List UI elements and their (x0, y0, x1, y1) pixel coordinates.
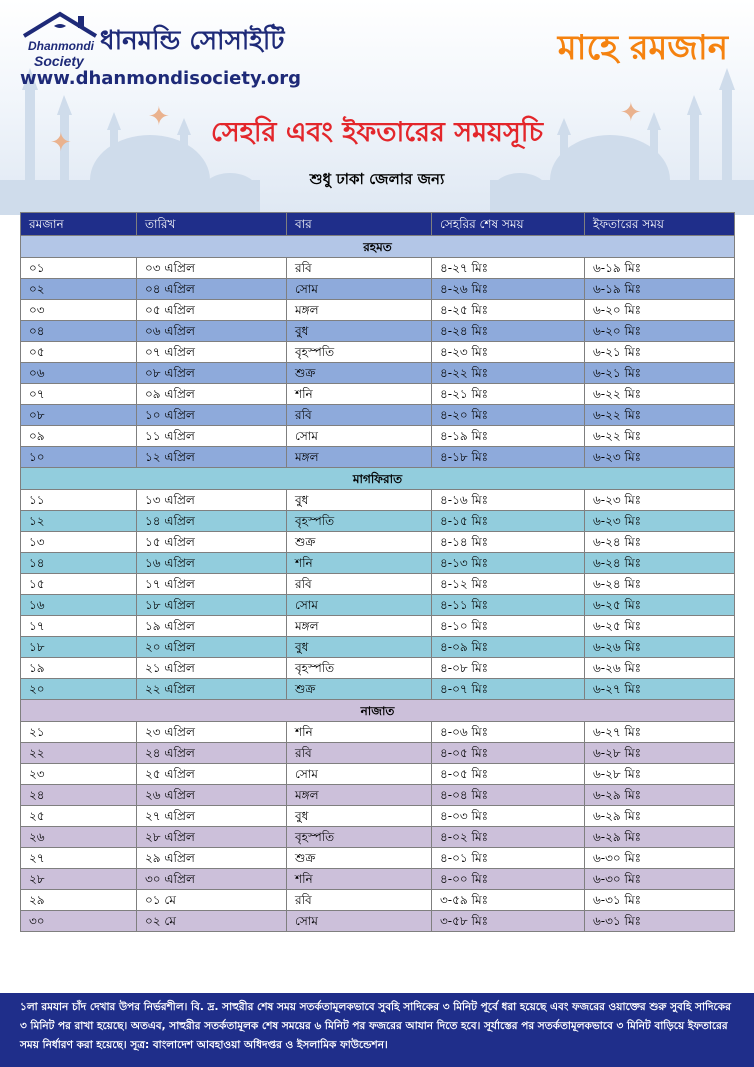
cell-weekday: শনি (287, 384, 432, 405)
table-row (21, 553, 735, 574)
cell-sehri-time: ৪-১০ মিঃ (432, 616, 585, 637)
cell-iftar-time: ৬-২৯ মিঃ (585, 785, 735, 806)
cell-weekday: মঙ্গল (287, 616, 432, 637)
table-row (21, 490, 735, 511)
cell-date: ০৪ এপ্রিল (137, 279, 287, 300)
cell-iftar-time: ৬-২৮ মিঃ (585, 764, 735, 785)
cell-sehri-time: ৪-২৪ মিঃ (432, 321, 585, 342)
cell-date: ১১ এপ্রিল (137, 426, 287, 447)
table-row (21, 890, 735, 911)
cell-date: ১২ এপ্রিল (137, 447, 287, 468)
cell-iftar-time: ৬-২৯ মিঃ (585, 827, 735, 848)
cell-ramzan-day: ১৫ (21, 574, 137, 595)
cell-date: ০৩ এপ্রিল (137, 258, 287, 279)
table-row (21, 848, 735, 869)
cell-sehri-time: ৪-০৮ মিঃ (432, 658, 585, 679)
cell-iftar-time: ৬-২১ মিঃ (585, 363, 735, 384)
cell-date: ১৮ এপ্রিল (137, 595, 287, 616)
cell-ramzan-day: ১৯ (21, 658, 137, 679)
cell-weekday: রবি (287, 743, 432, 764)
cell-sehri-time: ৪-০৭ মিঃ (432, 679, 585, 700)
cell-iftar-time: ৬-২৭ মিঃ (585, 722, 735, 743)
cell-sehri-time: ৩-৫৯ মিঃ (432, 890, 585, 911)
table-row (21, 827, 735, 848)
cell-ramzan-day: ২২ (21, 743, 137, 764)
section-header-row (21, 236, 735, 258)
cell-iftar-time: ৬-২৩ মিঃ (585, 447, 735, 468)
cell-sehri-time: ৪-২২ মিঃ (432, 363, 585, 384)
cell-iftar-time: ৬-১৯ মিঃ (585, 258, 735, 279)
cell-iftar-time: ৬-২২ মিঃ (585, 405, 735, 426)
section-header-row (21, 700, 735, 722)
table-row (21, 806, 735, 827)
cell-weekday: শনি (287, 722, 432, 743)
cell-ramzan-day: ০৫ (21, 342, 137, 363)
cell-ramzan-day: ২৭ (21, 848, 137, 869)
cell-date: ২৯ এপ্রিল (137, 848, 287, 869)
section-header-row (21, 468, 735, 490)
cell-iftar-time: ৬-২০ মিঃ (585, 300, 735, 321)
cell-ramzan-day: ১৮ (21, 637, 137, 658)
cell-ramzan-day: ১০ (21, 447, 137, 468)
cell-weekday: রবি (287, 890, 432, 911)
cell-iftar-time: ৬-২২ মিঃ (585, 426, 735, 447)
cell-sehri-time: ৪-১৬ মিঃ (432, 490, 585, 511)
cell-date: ২৪ এপ্রিল (137, 743, 287, 764)
page-subtitle: শুধু ঢাকা জেলার জন্য (309, 170, 445, 188)
table-row (21, 447, 735, 468)
cell-weekday: শনি (287, 869, 432, 890)
cell-date: ০৫ এপ্রিল (137, 300, 287, 321)
table-row (21, 595, 735, 616)
cell-date: ২২ এপ্রিল (137, 679, 287, 700)
cell-ramzan-day: ০৪ (21, 321, 137, 342)
cell-iftar-time: ৬-২০ মিঃ (585, 321, 735, 342)
table-row (21, 258, 735, 279)
cell-iftar-time: ৬-২৭ মিঃ (585, 679, 735, 700)
cell-sehri-time: ৪-২১ মিঃ (432, 384, 585, 405)
table-row (21, 321, 735, 342)
cell-iftar-time: ৬-২৪ মিঃ (585, 574, 735, 595)
cell-date: ০৯ এপ্রিল (137, 384, 287, 405)
schedule-table (20, 212, 735, 932)
cell-sehri-time: ৪-১৯ মিঃ (432, 426, 585, 447)
cell-iftar-time: ৬-২৪ মিঃ (585, 532, 735, 553)
table-row (21, 384, 735, 405)
cell-sehri-time: ৪-১১ মিঃ (432, 595, 585, 616)
cell-weekday: শুক্র (287, 363, 432, 384)
cell-ramzan-day: ০১ (21, 258, 137, 279)
table-row (21, 300, 735, 321)
table-row (21, 532, 735, 553)
cell-iftar-time: ৬-২২ মিঃ (585, 384, 735, 405)
cell-sehri-time: ৪-২৬ মিঃ (432, 279, 585, 300)
cell-date: ১৪ এপ্রিল (137, 511, 287, 532)
cell-ramzan-day: ৩০ (21, 911, 137, 932)
cell-ramzan-day: ২৩ (21, 764, 137, 785)
star-icon: ✦ (620, 98, 642, 128)
cell-ramzan-day: ০৩ (21, 300, 137, 321)
cell-weekday: বুধ (287, 321, 432, 342)
cell-sehri-time: ৪-১৪ মিঃ (432, 532, 585, 553)
table-row (21, 722, 735, 743)
cell-weekday: শুক্র (287, 679, 432, 700)
table-row (21, 679, 735, 700)
cell-ramzan-day: ১২ (21, 511, 137, 532)
cell-weekday: বৃহস্পতি (287, 658, 432, 679)
cell-date: ২৭ এপ্রিল (137, 806, 287, 827)
cell-ramzan-day: ২৮ (21, 869, 137, 890)
cell-weekday: সোম (287, 764, 432, 785)
cell-weekday: বৃহস্পতি (287, 827, 432, 848)
cell-date: ০৮ এপ্রিল (137, 363, 287, 384)
cell-date: ২৩ এপ্রিল (137, 722, 287, 743)
cell-sehri-time: ৪-০৫ মিঃ (432, 743, 585, 764)
cell-sehri-time: ৪-২০ মিঃ (432, 405, 585, 426)
star-icon: ✦ (50, 128, 72, 158)
cell-date: ২৫ এপ্রিল (137, 764, 287, 785)
cell-iftar-time: ৬-২৩ মিঃ (585, 490, 735, 511)
cell-ramzan-day: ২০ (21, 679, 137, 700)
table-row (21, 869, 735, 890)
cell-sehri-time: ৪-২৩ মিঃ (432, 342, 585, 363)
col-header-iftar: ইফতারের সময় (585, 213, 735, 236)
cell-weekday: মঙ্গল (287, 447, 432, 468)
table-row (21, 616, 735, 637)
table-row (21, 511, 735, 532)
col-header-ramzan: রমজান (21, 213, 137, 236)
table-row (21, 279, 735, 300)
cell-date: ১৩ এপ্রিল (137, 490, 287, 511)
col-header-day: বার (287, 213, 432, 236)
cell-ramzan-day: ০৬ (21, 363, 137, 384)
svg-text:Society: Society (34, 53, 84, 69)
cell-weekday: সোম (287, 595, 432, 616)
cell-iftar-time: ৬-২১ মিঃ (585, 342, 735, 363)
cell-ramzan-day: ২৯ (21, 890, 137, 911)
cell-ramzan-day: ০৮ (21, 405, 137, 426)
section-title: মাগফিরাত (21, 468, 735, 490)
cell-weekday: রবি (287, 574, 432, 595)
cell-iftar-time: ৬-২৬ মিঃ (585, 637, 735, 658)
cell-weekday: মঙ্গল (287, 785, 432, 806)
cell-date: ১৫ এপ্রিল (137, 532, 287, 553)
cell-ramzan-day: ০২ (21, 279, 137, 300)
section-title: রহমত (21, 236, 735, 258)
cell-sehri-time: ৪-০৯ মিঃ (432, 637, 585, 658)
cell-sehri-time: ৪-২৫ মিঃ (432, 300, 585, 321)
cell-date: ২০ এপ্রিল (137, 637, 287, 658)
cell-iftar-time: ৬-২৪ মিঃ (585, 553, 735, 574)
cell-ramzan-day: ০৭ (21, 384, 137, 405)
cell-weekday: শুক্র (287, 848, 432, 869)
cell-iftar-time: ৬-২৬ মিঃ (585, 658, 735, 679)
cell-sehri-time: ৪-১৮ মিঃ (432, 447, 585, 468)
cell-ramzan-day: ১৩ (21, 532, 137, 553)
society-logo (20, 10, 100, 70)
cell-iftar-time: ৬-২৯ মিঃ (585, 806, 735, 827)
org-url[interactable]: www.dhanmondisociety.org (20, 68, 302, 89)
mahe-ramzan-heading: মাহে রমজান (557, 28, 728, 68)
cell-ramzan-day: ২১ (21, 722, 137, 743)
table-row (21, 764, 735, 785)
star-icon: ✦ (148, 102, 170, 132)
cell-sehri-time: ৪-০৫ মিঃ (432, 764, 585, 785)
table-row (21, 363, 735, 384)
cell-date: ০৭ এপ্রিল (137, 342, 287, 363)
cell-weekday: শুক্র (287, 532, 432, 553)
cell-ramzan-day: ০৯ (21, 426, 137, 447)
table-row (21, 426, 735, 447)
cell-date: ০২ মে (137, 911, 287, 932)
cell-iftar-time: ৬-২৩ মিঃ (585, 511, 735, 532)
cell-ramzan-day: ২৪ (21, 785, 137, 806)
cell-sehri-time: ৪-০৬ মিঃ (432, 722, 585, 743)
cell-ramzan-day: ১৪ (21, 553, 137, 574)
cell-weekday: বুধ (287, 490, 432, 511)
footer-note (0, 993, 754, 1067)
table-row (21, 658, 735, 679)
cell-weekday: বুধ (287, 806, 432, 827)
cell-sehri-time: ৪-১৫ মিঃ (432, 511, 585, 532)
cell-weekday: শনি (287, 553, 432, 574)
cell-sehri-time: ৪-০৪ মিঃ (432, 785, 585, 806)
page-title: সেহরি এবং ইফতারের সময়সূচি (210, 117, 544, 148)
cell-ramzan-day: ১৭ (21, 616, 137, 637)
cell-sehri-time: ৪-০৩ মিঃ (432, 806, 585, 827)
cell-date: ২১ এপ্রিল (137, 658, 287, 679)
table-row (21, 574, 735, 595)
cell-date: ১৭ এপ্রিল (137, 574, 287, 595)
cell-sehri-time: ৪-০১ মিঃ (432, 848, 585, 869)
cell-date: ০১ মে (137, 890, 287, 911)
cell-sehri-time: ৪-১২ মিঃ (432, 574, 585, 595)
cell-iftar-time: ৬-৩০ মিঃ (585, 848, 735, 869)
cell-date: ১০ এপ্রিল (137, 405, 287, 426)
cell-sehri-time: ৪-১৩ মিঃ (432, 553, 585, 574)
cell-iftar-time: ৬-৩১ মিঃ (585, 890, 735, 911)
cell-sehri-time: ৪-০০ মিঃ (432, 869, 585, 890)
cell-iftar-time: ৬-২৫ মিঃ (585, 616, 735, 637)
cell-weekday: রবি (287, 405, 432, 426)
cell-ramzan-day: ১১ (21, 490, 137, 511)
cell-iftar-time: ৬-৩০ মিঃ (585, 869, 735, 890)
org-name: ধানমন্ডি সোসাইটি (100, 26, 285, 56)
cell-date: ১৯ এপ্রিল (137, 616, 287, 637)
table-body (21, 236, 735, 932)
cell-date: ১৬ এপ্রিল (137, 553, 287, 574)
cell-weekday: মঙ্গল (287, 300, 432, 321)
cell-sehri-time: ৪-২৭ মিঃ (432, 258, 585, 279)
cell-weekday: রবি (287, 258, 432, 279)
cell-ramzan-day: ২৬ (21, 827, 137, 848)
cell-ramzan-day: ২৫ (21, 806, 137, 827)
cell-ramzan-day: ১৬ (21, 595, 137, 616)
cell-weekday: বুধ (287, 637, 432, 658)
cell-date: ২৮ এপ্রিল (137, 827, 287, 848)
table-row (21, 637, 735, 658)
cell-iftar-time: ৬-২৮ মিঃ (585, 743, 735, 764)
footer-text: ১লা রমযান চাঁদ দেখার উপর নির্ভরশীল। বি. দ্র. সাহুরীর শেষ সময় সতর্কতামূলকভাবে সুবহি সাদিকের ৩ মিনিট পূর্বে ধরা হয়েছে এবং ফজরের ওয়াক্তের শুরু সুবহি সাদিকের ৩ মিনিট পর রাখা হয়েছে। অতএব, সাহুরীর সতর্কতামূলক শেষ সময়ের ৬ মিনিট পর ফজরের আযান দিতে হবে। সূর্যাস্তের পর সতর্কতামূলকভাবে ৩ মিনিট বাড়িয়ে ইফতারের সময় নির্ধারণ করা হয়েছে। সূত্র: বাংলাদেশ আবহাওয়া অধিদপ্তর ও ইসলামিক ফাউন্ডেশন। (20, 1001, 731, 1051)
table-row (21, 911, 735, 932)
cell-sehri-time: ৩-৫৮ মিঃ (432, 911, 585, 932)
cell-weekday: সোম (287, 279, 432, 300)
cell-weekday: বৃহস্পতি (287, 342, 432, 363)
cell-weekday: সোম (287, 426, 432, 447)
cell-weekday: সোম (287, 911, 432, 932)
table-row (21, 405, 735, 426)
cell-sehri-time: ৪-০২ মিঃ (432, 827, 585, 848)
cell-date: ২৬ এপ্রিল (137, 785, 287, 806)
cell-iftar-time: ৬-২৫ মিঃ (585, 595, 735, 616)
cell-date: ০৬ এপ্রিল (137, 321, 287, 342)
table-header (21, 213, 735, 236)
col-header-date: তারিখ (137, 213, 287, 236)
cell-date: ৩০ এপ্রিল (137, 869, 287, 890)
table-row (21, 342, 735, 363)
svg-text:Dhanmondi: Dhanmondi (28, 39, 94, 53)
cell-weekday: বৃহস্পতি (287, 511, 432, 532)
section-title: নাজাত (21, 700, 735, 722)
table-row (21, 785, 735, 806)
cell-iftar-time: ৬-১৯ মিঃ (585, 279, 735, 300)
table-row (21, 743, 735, 764)
cell-iftar-time: ৬-৩১ মিঃ (585, 911, 735, 932)
col-header-sehri: সেহরির শেষ সময় (432, 213, 585, 236)
